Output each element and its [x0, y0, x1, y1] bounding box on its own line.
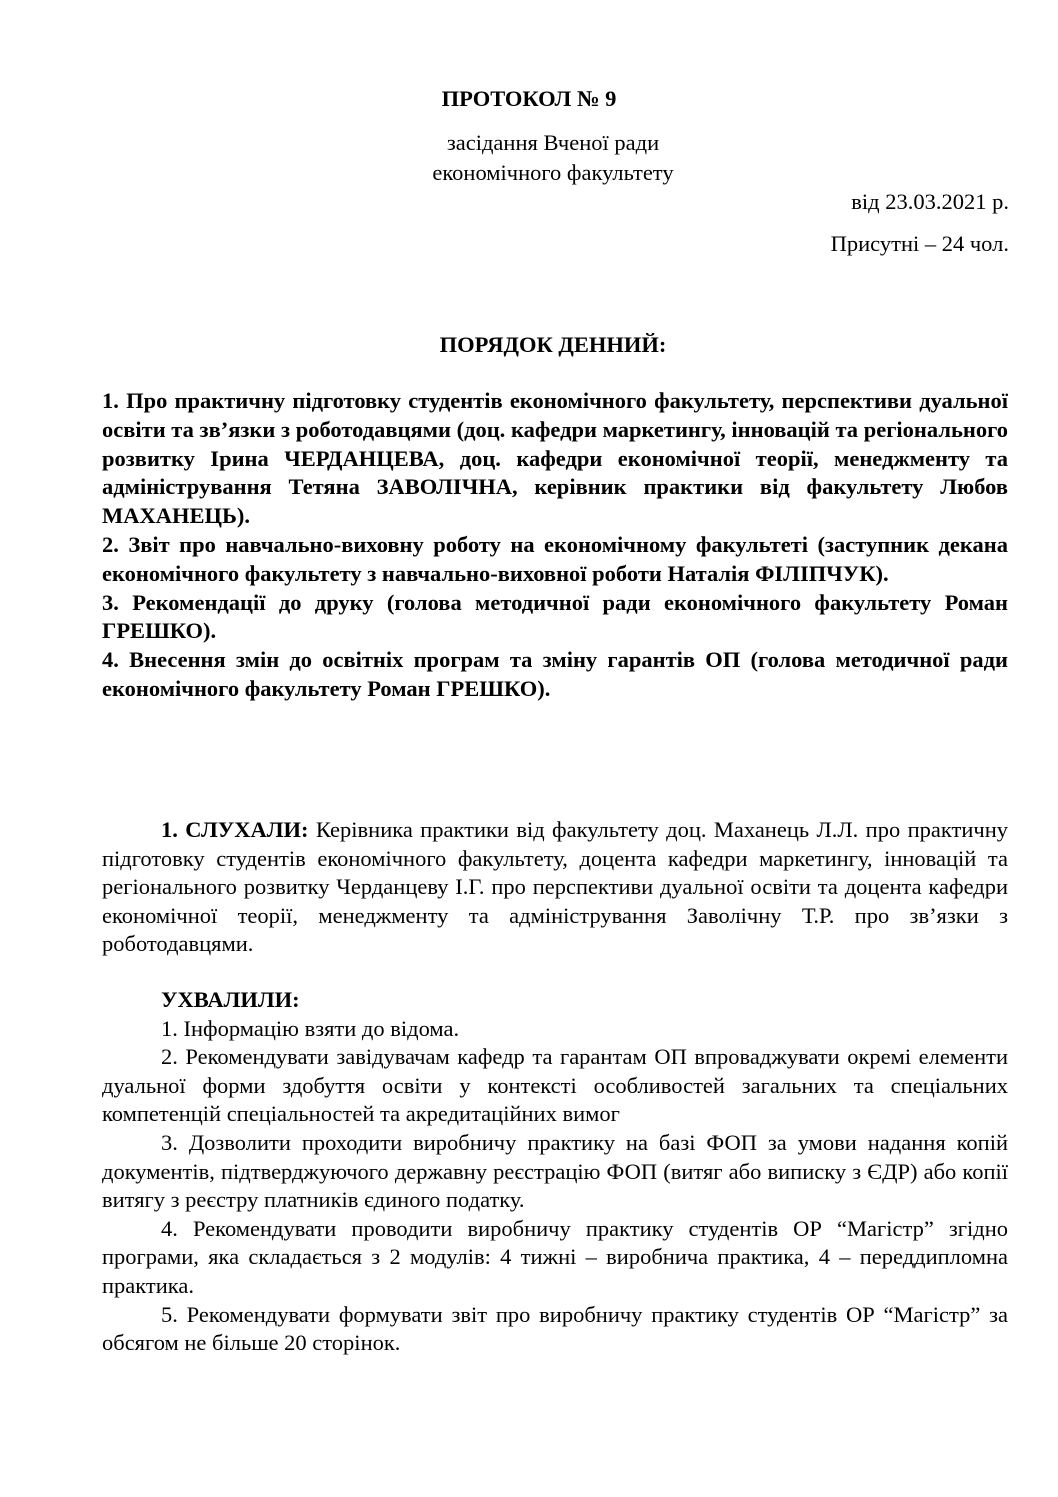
- resolved-section: [102, 986, 1008, 1358]
- meeting-date: від 23.03.2021 р.: [851, 189, 1009, 214]
- subtitle-line-2: економічного факультету: [432, 160, 674, 185]
- heard-label: 1. СЛУХАЛИ:: [161, 817, 309, 842]
- resolved-item: 3. Дозволити проходити виробничу практику на базі ФОП за умови надання копій документів, підтверджуючого державну реєстрацію ФОП (витяг або виписку з ЄДР) або копії витягу з реєстру платників єдиного податку.: [102, 1129, 1008, 1213]
- agenda-item: 4. Внесення змін до освітніх програм та зміну гарантів ОП (голова методичної ради економічного факультету Роман ГРЕШКО).: [102, 647, 1008, 701]
- heard-text: Керівника практики від факультету доц. Маханець Л.Л. про практичну підготовку студентів економічного факультету, доцента кафедри маркетингу, інновацій та регіонального розвитку Черданцеву І.Г. про перспективи дуальної освіти та доцента кафедри економічної теорії, менеджменту та адміністрування Заволічну Т.Р. про зв’язки з роботодавцями.: [102, 817, 1008, 957]
- resolved-item: 2. Рекомендувати завідувачам кафедр та гарантам ОП впроваджувати окремі елементи дуальної форми здобуття освіти у контексті особливостей загальних та спеціальних компетенцій спеціальностей та акредитаційних вимог: [102, 1044, 1008, 1127]
- protocol-title: ПРОТОКОЛ № 9: [441, 86, 617, 111]
- agenda-title: ПОРЯДОК ДЕННИЙ:: [439, 332, 667, 357]
- protocol-subtitle: [0, 128, 1058, 188]
- subtitle-line-1: засідання Вченої ради: [446, 130, 660, 155]
- agenda-item: 3. Рекомендації до друку (голова методичної ради економічного факультету Роман ГРЕШКО).: [102, 589, 1008, 644]
- agenda-list: [102, 387, 1008, 704]
- resolved-item: 5. Рекомендувати формувати звіт про виробничу практику студентів ОР “Магістр” за обсягом не більше 20 сторінок.: [102, 1301, 1008, 1356]
- heard-paragraph: [102, 816, 1008, 959]
- agenda-item: 2. Звіт про навчально-виховну роботу на економічному факультеті (заступник декана економічного факультету з навчально-виховної роботи Наталія ФІЛІПЧУК).: [102, 531, 1008, 586]
- attendance-count: Присутні – 24 чол.: [830, 231, 1009, 256]
- resolved-item: 4. Рекомендувати проводити виробничу практику студентів ОР “Магістр” згідно програми, яка складається з 2 модулів: 4 тижні – виробнича практика, 4 – переддипломна практика.: [102, 1215, 1008, 1298]
- heard-section: [102, 816, 1008, 959]
- resolved-label: УХВАЛИЛИ:: [161, 987, 300, 1012]
- agenda-item: 1. Про практичну підготовку студентів економічного факультету, перспективи дуальної освіти та зв’язки з роботодавцями (доц. кафедри маркетингу, інновацій та регіонального розвитку Ірина ЧЕРДАНЦЕВА, доц. кафедри економічної теорії, менеджменту та адміністрування Тетяна ЗАВОЛІЧНА, керівник практики від факультету Любов МАХАНЕЦЬ).: [102, 388, 1008, 529]
- resolved-item: 1. Інформацію взяти до відома.: [161, 1015, 460, 1041]
